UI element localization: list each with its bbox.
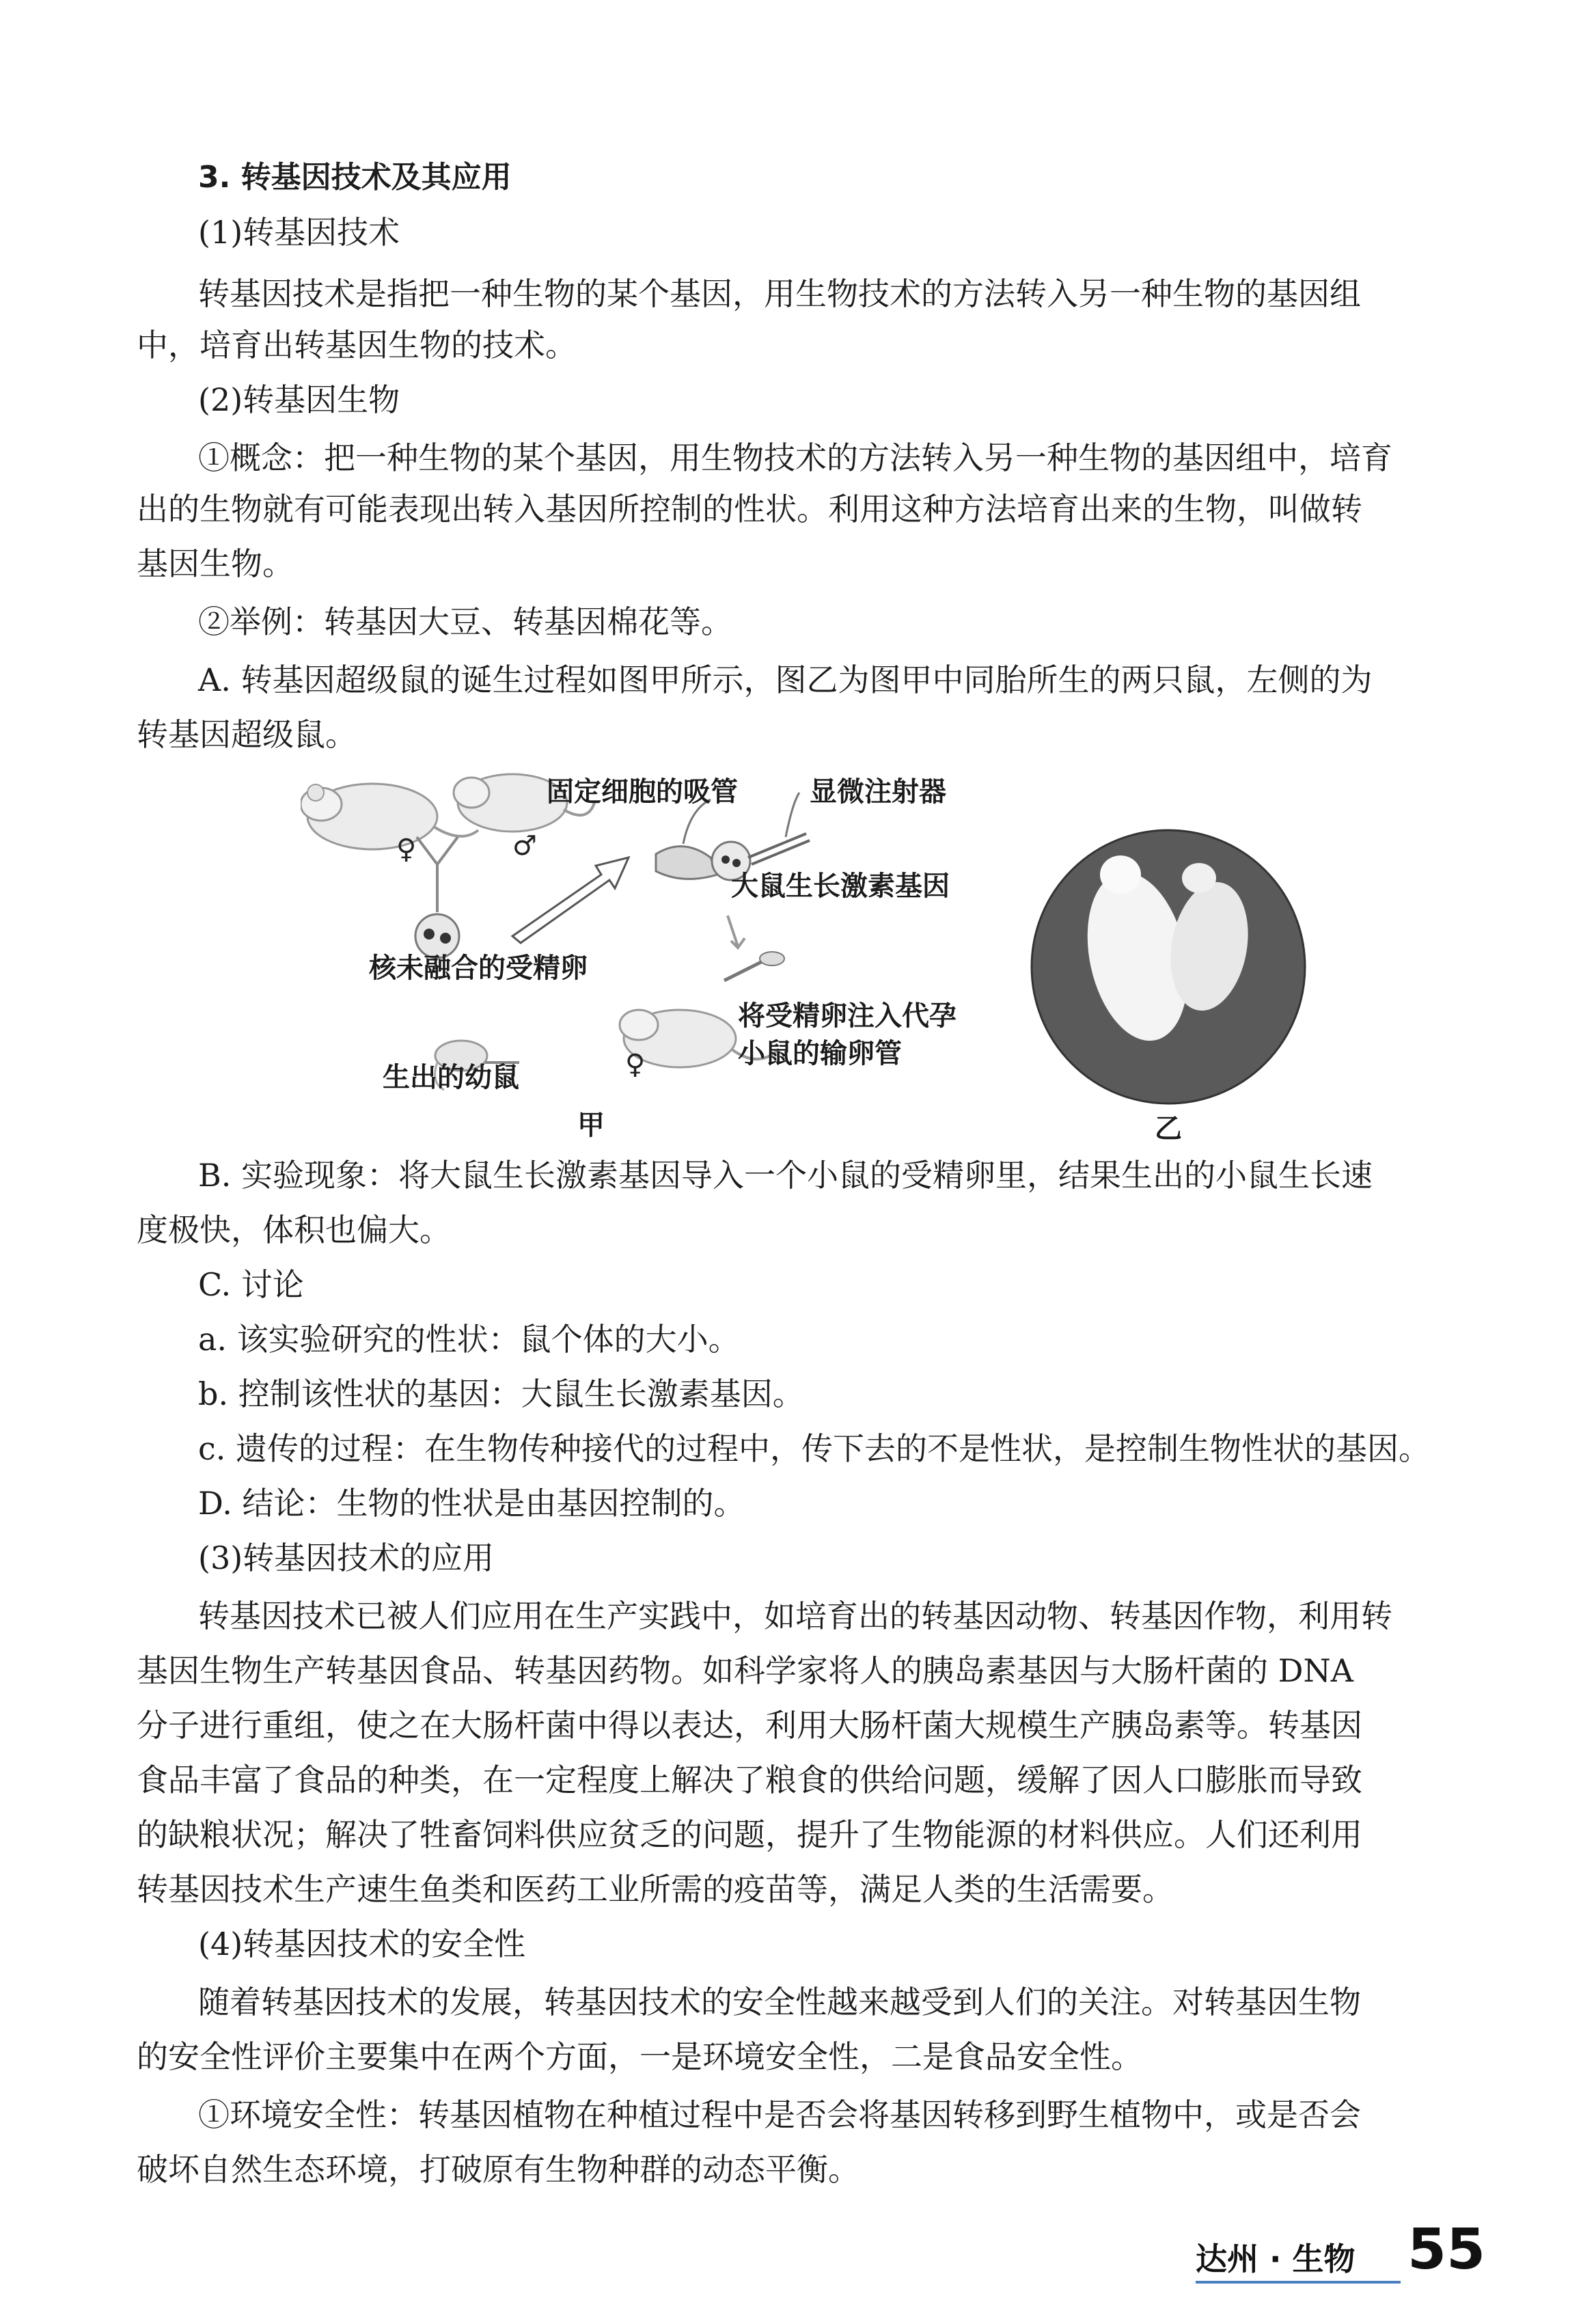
process-arrow-icon: [512, 858, 629, 943]
caption-yi: 乙: [1155, 1113, 1182, 1145]
female-symbol-surrogate: ♀: [625, 1049, 646, 1080]
pups-label: 生出的幼鼠: [383, 1062, 519, 1093]
transgenic-mouse-figure: [301, 762, 1596, 1145]
heading-text: 3. 转基因技术及其应用: [198, 160, 512, 195]
egg-label: 核未融合的受精卵: [369, 953, 588, 984]
caption-jia: 甲: [577, 1110, 605, 1141]
gene-label: 大鼠生长激素基因: [731, 871, 950, 902]
textbook-page: 3. 转基因技术及其应用 (1)转基因技术 转基因技术是指把一种生物的某个基因，用生物技术的方法转入另一种生物的基因组 中，培育出转基因生物的技术。 (2)转基因生物 ①概念：把一种生物的某个基因，用生物技术的方法转入另一种生物的基因组中，培育 出的生物就有可能表现出转入基因所控制的性状。利用这种方法培育出来的生物，叫做转 基因生物。 ②举例：转基因大豆、转基因棉花等。 A. 转基因超级鼠的诞生过程如图甲所示，图乙为图甲中同胎所生的两只鼠，左侧的为 转基因超级鼠。 固定细胞的吸管 显微注射器 大鼠生长激素基因 核未融合的受精卵 将受精卵注入代孕 小鼠的输卵管 生出的幼鼠 甲 乙 ♀ ♂ ♀ B. 实验现象：将大鼠生长激素基因导入一个小鼠的受精卵里，结果生出的小鼠生长速 度极快，体积也偏大。 C. 讨论 a. 该实验研究的性状：鼠个体的大小。 b. 控制该性状的基因：大鼠生长激素基因。 c. 遗传的过程：在生物传种接代的过程中，传下去的不是性状，是控制生物性状的基因。 D. 结论：生物的性状是由基因控制的。 (3)转基因技术的应用 转基因技术已被人们应用在生产实践中，如培育出的转基因动物、转基因作物，利用转 基因生物生产转基因食品、转基因药物。如科学家将人的胰岛素基因与大肠杆菌的 DNA 分子进行重组，使之在大肠杆菌中得以表达，利用大肠杆菌大规模生产胰岛素等。转基因 食品丰富了食品的种类，在一定程度上解决了粮食的供给问题，缓解了因人口膨胀而导致 的缺粮状况；解决了牲畜饲料供应贫乏的问题，提升了生物能源的材料供应。人们还利用 转基因技术生产速生鱼类和医药工业所需的疫苗等，满足人类的生活需要。 (4)转基因技术的安全性 随着转基因技术的发展，转基因技术的安全性越来越受到人们的关注。对转基因生物 的安全性评价主要集中在两个方面，一是环境安全性，二是食品安全性。 ①环境安全性：转基因植物在种植过程中是否会将基因转移到野生植物中，或是否会 破坏自然生态环境，打破原有生物种群的动态平衡。 达州 · 生物 55: [0, 0, 1596, 2302]
footer-region: 达州 · 生物: [1196, 2241, 1356, 2277]
injector-label: 显微注射器: [810, 776, 946, 808]
male-symbol: ♂: [512, 830, 537, 862]
footer-rule: [1196, 2281, 1401, 2284]
female-parent-mouse-icon: [301, 784, 478, 849]
female-symbol: ♀: [396, 834, 417, 865]
two-mice-photo: [1032, 830, 1305, 1104]
inject-label-2: 小鼠的输卵管: [738, 1038, 902, 1069]
inject-label-1: 将受精卵注入代孕: [738, 1000, 957, 1032]
page-number: 55: [1407, 2217, 1486, 2282]
embryo-injection-icon: [724, 952, 784, 981]
down-arrow-icon: [728, 916, 745, 948]
pipette-label: 固定细胞的吸管: [547, 776, 738, 808]
mating-connector-icon: [417, 837, 458, 912]
